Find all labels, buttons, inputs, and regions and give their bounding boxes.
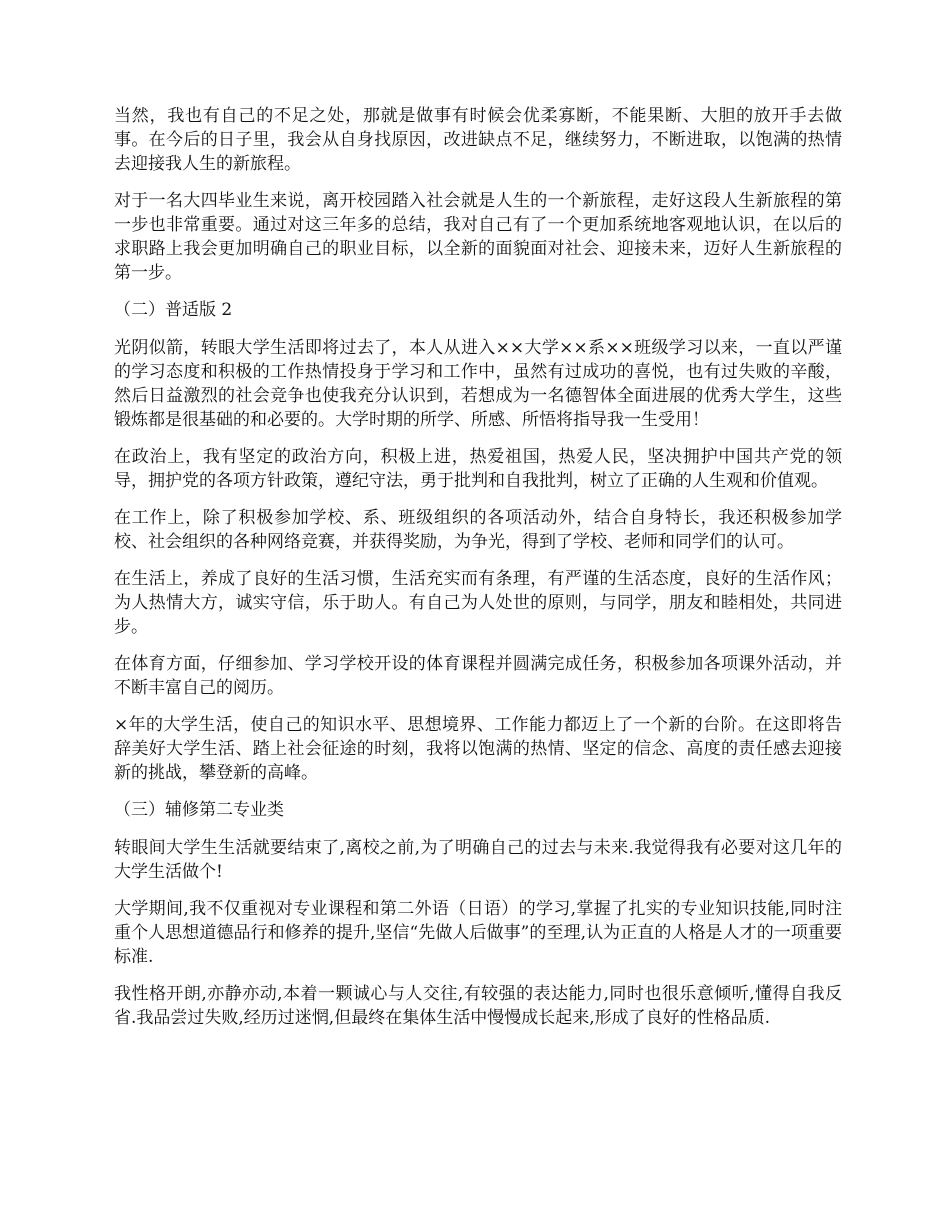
section-heading-general-2: （二）普适版 2 xyxy=(114,300,233,320)
paragraph-shortcomings: 当然，我也有自己的不足之处，那就是做事有时候会优柔寡断，不能果断、大胆的放开手去做事。在今后的日子里，我会从自身找原因，改进缺点不足，继续努力，不断进取，以饱满的热情去迎接我人生的新旅程。 xyxy=(114,106,842,174)
paragraph-life: 在生活上，养成了良好的生活习惯，生活充实而有条理，有严谨的生活态度，良好的生活作风；为人热情大方，诚实守信，乐于助人。有自己为人处世的原则，与同学，朋友和睦相处，共同进步。 xyxy=(114,569,842,637)
section-heading-second-major: （三）辅修第二专业类 xyxy=(114,800,284,820)
paragraph-study: 大学期间,我不仅重视对专业课程和第二外语（日语）的学习,掌握了扎实的专业知识技能,同时注重个人思想道德品行和修养的提升,坚信“先做人后做事”的至理,认为正直的人格是人才的一项重要标准. xyxy=(114,899,842,967)
paragraph-intro: 光阴似箭，转眼大学生活即将过去了，本人从进入××大学××系××班级学习以来，一直以严谨的学习态度和积极的工作热情投身于学习和工作中，虽然有过成功的喜悦，也有过失败的辛酸，然后日益激烈的社会竞争也使我充分认识到，若想成为一名德智体全面进展的优秀大学生，这些锻炼都是很基础的和必要的。大学时期的所学、所感、所悟将指导我一生受用！ xyxy=(114,338,842,430)
paragraph-graduation: 转眼间大学生生活就要结束了,离校之前,为了明确自己的过去与未来.我觉得我有必要对这几年的大学生活做个! xyxy=(114,838,842,882)
paragraph-new-journey: 对于一名大四毕业生来说，离开校园踏入社会就是人生的一个新旅程，走好这段人生新旅程的第一步也非常重要。通过对这三年多的总结，我对自己有了一个更加系统地客观地认识，在以后的求职路上我会更加明确自己的职业目标，以全新的面貌面对社会、迎接未来，迈好人生新旅程的第一步。 xyxy=(114,191,842,283)
paragraph-politics: 在政治上，我有坚定的政治方向，积极上进，热爱祖国，热爱人民，坚决拥护中国共产党的领导，拥护党的各项方针政策，遵纪守法，勇于批判和自我批判，树立了正确的人生观和价值观。 xyxy=(114,447,842,491)
paragraph-conclusion: ×年的大学生活，使自己的知识水平、思想境界、工作能力都迈上了一个新的台阶。在这即将告辞美好大学生活、踏上社会征途的时刻，我将以饱满的热情、坚定的信念、高度的责任感去迎接新的挑战，攀登新的高峰。 xyxy=(114,715,842,783)
paragraph-sports: 在体育方面，仔细参加、学习学校开设的体育课程并圆满完成任务，积极参加各项课外活动，并不断丰富自己的阅历。 xyxy=(114,654,842,698)
paragraph-character: 我性格开朗,亦静亦动,本着一颗诚心与人交往,有较强的表达能力,同时也很乐意倾听,懂得自我反省.我品尝过失败,经历过迷惘,但最终在集体生活中慢慢成长起来,形成了良好的性格品质. xyxy=(114,984,842,1028)
document-body xyxy=(114,104,842,1043)
paragraph-work: 在工作上，除了积极参加学校、系、班级组织的各项活动外，结合自身特长，我还积极参加学校、社会组织的各种网络竞赛，并获得奖励，为争光，得到了学校、老师和同学们的认可。 xyxy=(114,508,842,552)
